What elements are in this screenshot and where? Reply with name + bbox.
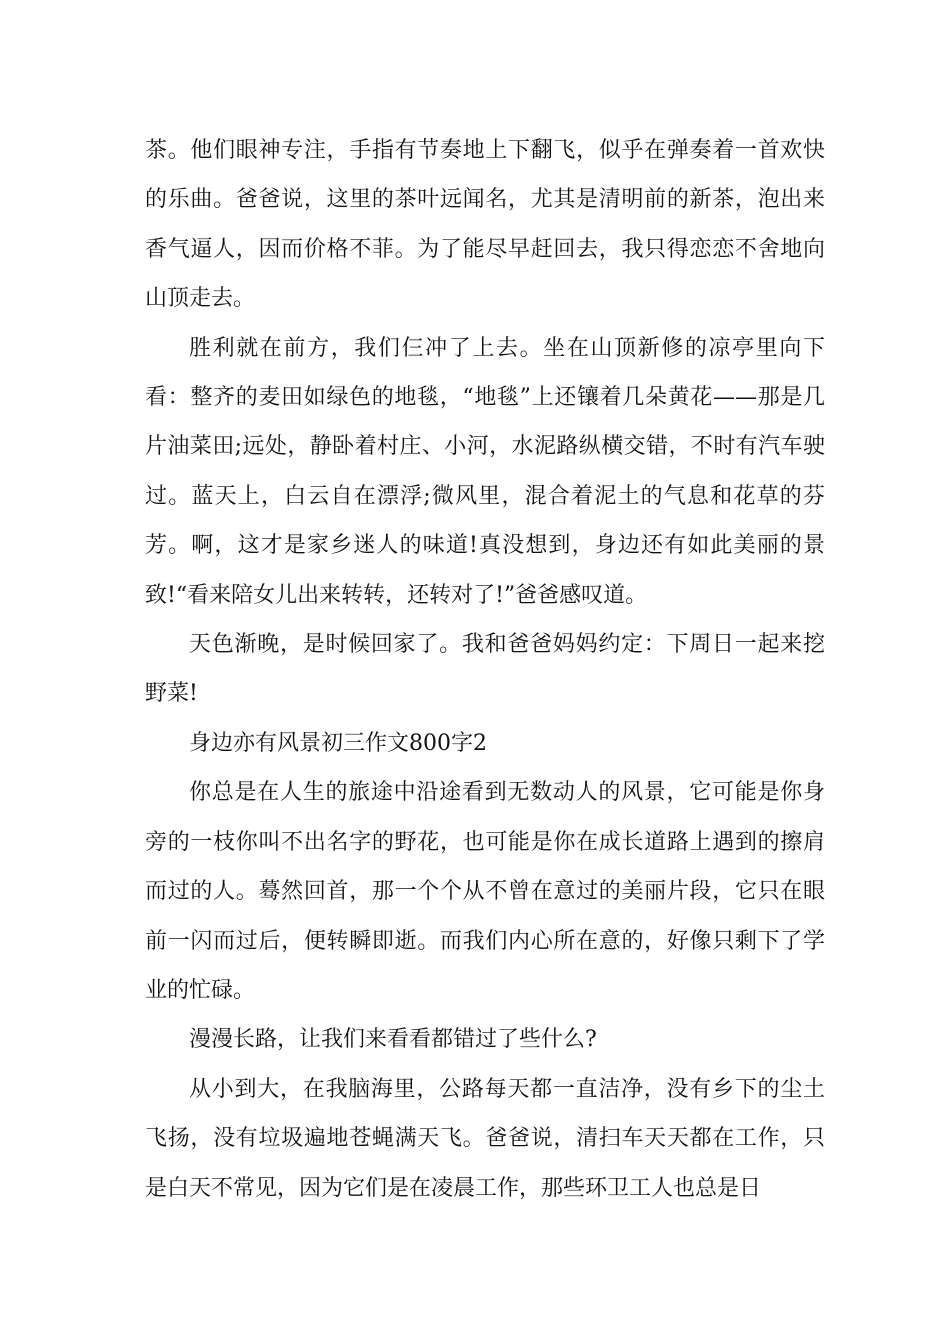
paragraph-mountain-top-view: 胜利就在前方，我们仨冲了上去。坐在山顶新修的凉亭里向下看：整齐的麦田如绿色的地毯，“地毯”上还镶着几朵黄花——那是几片油菜田;远处，静卧着村庄、小河，水泥路纵横交错，不时有汽车驶过。蓝天上，白云自在漂浮;微风里，混合着泥土的气息和花草的芬芳。啊，这才是家乡迷人的味道!真没想到，身边还有如此美丽的景致!“看来陪女儿出来转转，还转对了!”爸爸感叹道。: [145, 335, 825, 608]
paragraph-clean-roads: 从小到大，在我脑海里，公路每天都一直洁净，没有乡下的尘土飞扬，没有垃圾遍地苍蝇满天飞。爸爸说，清扫车天天都在工作，只是白天不常见，因为它们是在凌晨工作，那些环卫工人也总是日: [145, 1076, 825, 1201]
essay-heading: 身边亦有风景初三作文800字2: [189, 730, 487, 756]
paragraph-long-road-question: 漫漫长路，让我们来看看都错过了些什么?: [189, 1027, 597, 1053]
paragraph-going-home: 天色渐晚，是时候回家了。我和爸爸妈妈约定：下周日一起来挖野菜!: [145, 632, 825, 707]
document-page: [145, 126, 825, 1213]
paragraph-tea-picking-continued: 茶。他们眼神专注，手指有节奏地上下翻飞，似乎在弹奏着一首欢快的乐曲。爸爸说，这里的茶叶远闻名，尤其是清明前的新茶，泡出来香气逼人，因而价格不菲。为了能尽早赶回去，我只得恋恋不舍地向山顶走去。: [145, 138, 825, 312]
paragraph-life-journey: 你总是在人生的旅途中沿途看到无数动人的风景，它可能是你身旁的一枝你叫不出名字的野花，也可能是你在成长道路上遇到的擦肩而过的人。蓦然回首，那一个个从不曾在意过的美丽片段，它只在眼前一闪而过后，便转瞬即逝。而我们内心所在意的，好像只剩下了学业的忙碌。: [145, 780, 825, 1003]
